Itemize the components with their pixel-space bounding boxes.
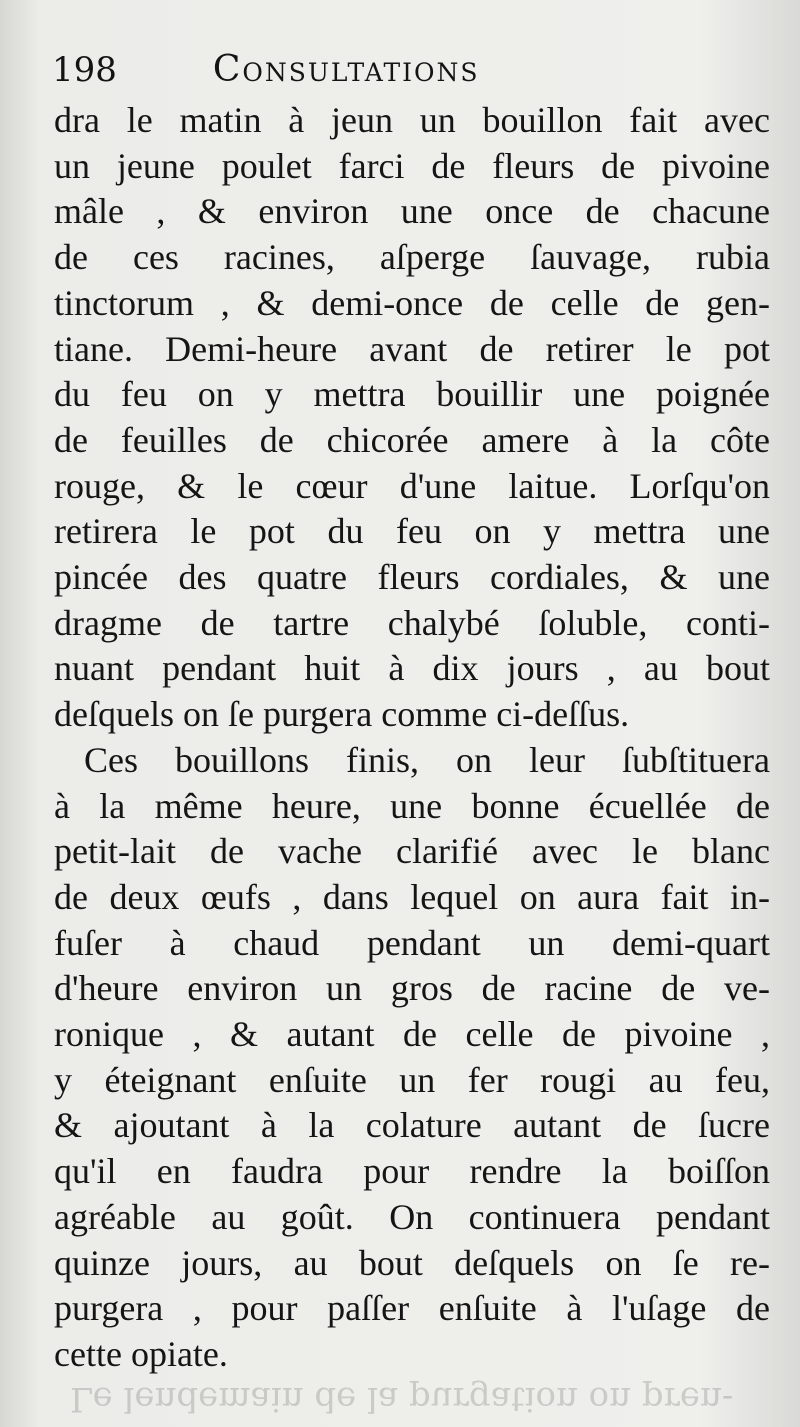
- text-line: qu'il en faudra pour rendre la boiſſon: [54, 1151, 770, 1192]
- text-line: dra le matin à jeun un bouillon fait avec: [54, 100, 770, 140]
- page-header: [52, 48, 592, 92]
- text-line: nuant pendant huit à dix jours , au bout: [54, 648, 770, 689]
- text-line: d'heure environ un gros de racine de ve-: [54, 968, 770, 1009]
- text-line: agréable au goût. On continuera pendant: [54, 1196, 770, 1237]
- text-line: purgera , pour paſſer enſuite à l'uſage de: [54, 1288, 770, 1329]
- page-number: 198: [52, 50, 117, 90]
- text-line: du feu on y mettra bouillir une poignée: [54, 374, 770, 415]
- text-line: y éteignant enſuite un fer rougi au feu,: [54, 1059, 770, 1100]
- text-line: de deux œufs , dans lequel on aura fait in-: [54, 876, 770, 917]
- text-line: cette opiate.: [54, 1333, 228, 1374]
- text-line: de feuilles de chicorée amere à la côte: [54, 419, 770, 460]
- text-line: retirera le pot du feu on y mettra une: [54, 511, 770, 552]
- text-line: fuſer à chaud pendant un demi-quart: [54, 922, 770, 963]
- text-line: ronique , & autant de celle de pivoine ,: [54, 1014, 770, 1055]
- body-text: [54, 98, 770, 1378]
- text-line: deſquels on ſe purgera comme ci-deſſus.: [54, 694, 630, 735]
- text-line: petit-lait de vache clarifié avec le blanc: [54, 831, 770, 872]
- text-line: & ajoutant à la colature autant de ſucre: [54, 1105, 770, 1146]
- text-line: mâle , & environ une once de chacune: [54, 191, 770, 232]
- text-line: tinctorum , & demi-once de celle de gen-: [54, 282, 770, 323]
- text-line: rouge, & le cœur d'une laitue. Lorſqu'on: [54, 465, 770, 506]
- running-head: Consultations: [212, 49, 480, 90]
- text-line: à la même heure, une bonne écuellée de: [54, 785, 770, 826]
- text-line: tiane. Demi-heure avant de retirer le pot: [54, 328, 770, 369]
- show-through-text: Le lendemain de la purgation on pren-: [70, 1379, 734, 1419]
- text-line: quinze jours, au bout deſquels on ſe re-: [54, 1242, 770, 1283]
- text-line: Ces bouillons finis, on leur ſubſtituera: [84, 739, 770, 780]
- text-line: un jeune poulet farci de fleurs de pivoine: [54, 145, 770, 186]
- text-line: pincée des quatre fleurs cordiales, & une: [54, 557, 770, 598]
- text-line: dragme de tartre chalybé ſoluble, conti-: [54, 602, 770, 643]
- text-line: de ces racines, aſperge ſauvage, rubia: [54, 237, 770, 278]
